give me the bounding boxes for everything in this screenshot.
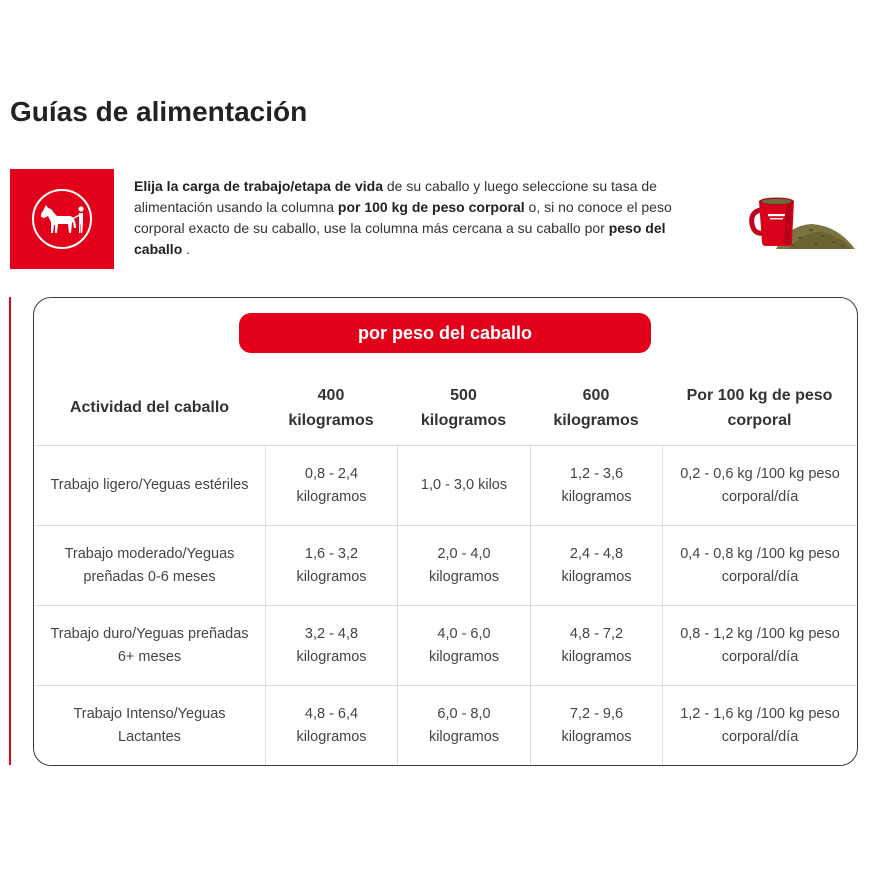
table-header-row	[34, 370, 857, 445]
activity-cell: Trabajo moderado/Yeguas preñadas 0-6 meses	[34, 525, 265, 605]
header-500kg: 500 kilogramos	[420, 386, 507, 429]
table-row	[34, 605, 857, 685]
accent-line	[9, 297, 11, 765]
weight-500-cell: 6,0 - 8,0 kilogramos	[397, 685, 530, 765]
weight-400-cell: 0,8 - 2,4 kilogramos	[265, 445, 397, 525]
weight-600-cell: 1,2 - 3,6 kilogramos	[530, 445, 662, 525]
header-activity: Actividad del caballo	[69, 399, 230, 416]
weight-400-cell: 3,2 - 4,8 kilogramos	[265, 605, 397, 685]
per-100kg-cell: 1,2 - 1,6 kg /100 kg peso corporal/día	[662, 685, 857, 765]
header-per-100kg: Por 100 kg de peso corporal	[686, 386, 833, 429]
weight-600-cell: 2,4 - 4,8 kilogramos	[530, 525, 662, 605]
intro-segment: de su caballo y luego seleccione su tasa de alimentación usando la columna	[134, 178, 657, 215]
feeding-table-card	[33, 297, 858, 766]
feeding-table	[34, 370, 857, 765]
weight-600-cell: 7,2 - 9,6 kilogramos	[530, 685, 662, 765]
intro-emphasis-per-100kg: por 100 kg de peso corporal	[337, 199, 525, 215]
header-600kg: 600 kilogramos	[553, 386, 639, 429]
weight-400-cell: 1,6 - 3,2 kilogramos	[265, 525, 397, 605]
table-row	[34, 445, 857, 525]
activity-cell: Trabajo duro/Yeguas preñadas 6+ meses	[34, 605, 265, 685]
weight-600-cell: 4,8 - 7,2 kilogramos	[530, 605, 662, 685]
table-row	[34, 685, 857, 765]
per-100kg-cell: 0,2 - 0,6 kg /100 kg peso corporal/día	[662, 445, 857, 525]
by-horse-weight-toggle[interactable]: por peso del caballo	[239, 313, 651, 353]
table-row	[34, 525, 857, 605]
intro-text	[134, 176, 702, 260]
activity-cell: Trabajo ligero/Yeguas estériles	[34, 445, 265, 525]
activity-cell: Trabajo Intenso/Yeguas Lactantes	[34, 685, 265, 765]
per-100kg-cell: 0,8 - 1,2 kg /100 kg peso corporal/día	[662, 605, 857, 685]
intro-emphasis-horse-weight: peso del caballo	[134, 220, 666, 257]
weight-500-cell: 1,0 - 3,0 kilos	[397, 445, 530, 525]
intro-segment: o, si no conoce el peso corporal exacto de su caballo, use la columna más cercana a su caballo por	[134, 199, 672, 236]
weight-500-cell: 2,0 - 4,0 kilogramos	[397, 525, 530, 605]
intro-emphasis-workload: Elija la carga de trabajo/etapa de vida	[134, 178, 383, 194]
weight-500-cell: 4,0 - 6,0 kilogramos	[397, 605, 530, 685]
page-title: Guías de alimentación	[10, 96, 308, 127]
header-400kg: 400 kilogramos	[288, 386, 374, 429]
intro-segment: .	[182, 241, 191, 257]
per-100kg-cell: 0,4 - 0,8 kg /100 kg peso corporal/día	[662, 525, 857, 605]
feature-icon-box	[10, 169, 114, 269]
feed-mug-icon	[748, 192, 858, 256]
weight-400-cell: 4,8 - 6,4 kilogramos	[265, 685, 397, 765]
horse-handler-icon	[30, 187, 94, 251]
